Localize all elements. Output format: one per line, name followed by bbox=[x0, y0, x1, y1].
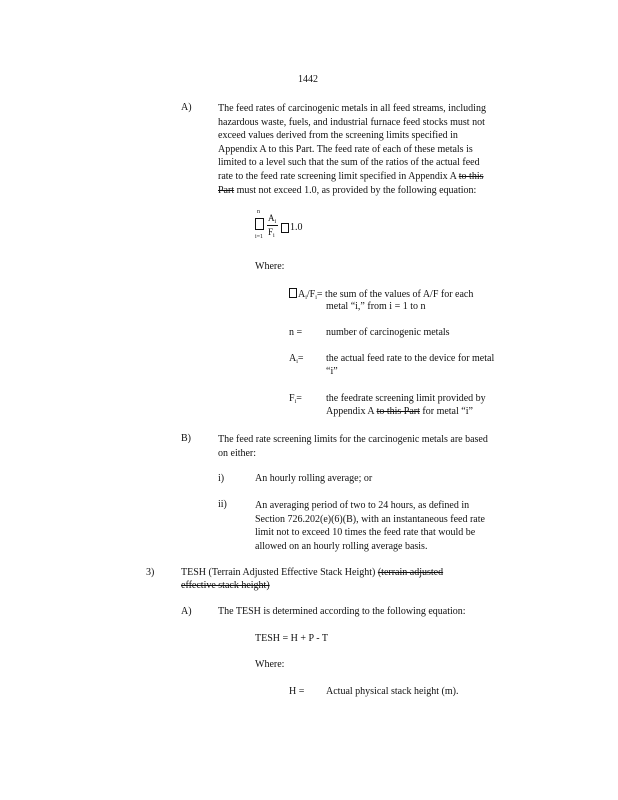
equation-rhs: 1.0 bbox=[290, 222, 303, 233]
definition-sum-term: $A_i/F_i=$ the sum of the values of A/F for each bbox=[289, 288, 473, 301]
item-ii-label: ii) bbox=[218, 499, 227, 510]
fraction-denominator: F bbox=[268, 227, 274, 237]
definition-a-line-1: the actual feed rate to the device for metal bbox=[326, 353, 495, 364]
section-3-label: 3) bbox=[146, 567, 155, 578]
section-b-line-2: on either: bbox=[218, 447, 257, 459]
definition-f-term: $F_i=$ bbox=[289, 393, 302, 405]
sum-symbol-icon bbox=[289, 288, 297, 298]
section-b-paragraph bbox=[218, 433, 538, 460]
definition-sum-line-2: metal “i,” from i = 1 to n bbox=[326, 301, 426, 312]
sum-symbol-icon bbox=[255, 218, 264, 230]
definition-h-term: H = bbox=[289, 686, 305, 697]
item-i-label: i) bbox=[218, 473, 225, 484]
where-label-2: Where: bbox=[255, 659, 285, 670]
struck-text: (terrain adjusted bbox=[377, 567, 444, 578]
section-3-line-1: TESH (Terrain Adjusted Effective Stack Height) (terrain adjusted bbox=[181, 567, 444, 578]
sum-upper-limit: n bbox=[257, 209, 260, 215]
section-3a-text: The TESH is determined according to the following equation: bbox=[218, 606, 466, 617]
fraction-numerator: A bbox=[268, 213, 275, 223]
page-number: 1442 bbox=[298, 74, 318, 85]
item-ii-line-1: An averaging period of two to 24 hours, as defined in bbox=[255, 500, 470, 511]
section-b-label: B) bbox=[181, 433, 191, 444]
definition-f-line-2: Appendix A to this Part for metal “i” bbox=[326, 406, 473, 417]
section-b-line-1: The feed rate screening limits for the carcinogenic metals are based bbox=[218, 434, 488, 445]
section-a-line-6: rate to the feed rate screening limit specified in Appendix A to this bbox=[218, 170, 484, 182]
definition-n-term: n = bbox=[289, 327, 303, 338]
tesh-equation: TESH = H + P - T bbox=[255, 633, 328, 644]
section-a-line-2: hazardous waste, fuels, and industrial furnace feed stocks must not bbox=[218, 116, 485, 128]
struck-text: to this bbox=[458, 170, 484, 182]
section-a-line-7: Part must not exceed 1.0, as provided by the following equation: bbox=[218, 184, 477, 196]
struck-text: to this Part bbox=[376, 406, 420, 417]
definition-f-line-1: the feedrate screening limit provided by bbox=[326, 393, 486, 404]
section-a-line-5: limited to a level such that the sum of the ratios of the actual feed bbox=[218, 157, 480, 169]
definition-a-term: $A_i=$ bbox=[289, 353, 304, 365]
where-label: Where: bbox=[255, 261, 285, 272]
section-3-line-2: effective stack height) bbox=[181, 580, 270, 591]
section-a-line-3: exceed values derived from the screening limits specified in bbox=[218, 130, 458, 142]
item-ii-line-3: limit not to exceed 10 times the feed rate that would be bbox=[255, 527, 476, 539]
fraction-bar bbox=[267, 225, 278, 226]
section-a-line-1: The feed rates of carcinogenic metals in all feed streams, including bbox=[218, 103, 486, 114]
item-i-text: An hourly rolling average; or bbox=[255, 473, 373, 484]
item-ii-paragraph bbox=[255, 499, 530, 553]
section-a-label: A) bbox=[181, 102, 192, 113]
section-3a-label: A) bbox=[181, 606, 192, 617]
document-page: 1442 A) The feed rates of carcinogenic metals in all feed streams, including hazardous waste, fuels, and industrial furnace feed stocks must not exceed values derived from the screening limits specified in Appendix A to this Part. The feed rate of each of these metals is limited to a level such that the sum of the ratios of the actual feed rate to the feed rate screening limit specified in Appendix A to this Part must not exceed 1.0, as provided by the following equation: n i=1 $A_i$ $F_i$ 1.0 Where: $A_i/F_i=$ the sum of the values of A/F for each metal “i,” from i = 1 to n n = number of carcinogenic metals $A_i=$ the actual feed rate to the device for metal “i” $F_i=$ the feedrate screening limit provided by Appendix A to this Part for metal “i” B) The feed rate screening limits for the carcinogenic metals are based on either: i) An hourly rolling average; or ii) An averaging period of two to 24 hours, as defined in Section 726.202(e)(6)(B), with an instantaneous feed rate limit not to exceed 10 times the feed rate that would be allowed on an hourly rolling average basis. 3) TESH (Terrain Adjusted Effective Stack Height) (terrain adjusted effective stack height) A) The TESH is determined according to the following equation: TESH = H + P - T Where: H = Actual physical stack height (m). bbox=[0, 0, 618, 800]
definition-a-line-2: “i” bbox=[326, 366, 338, 377]
less-equal-icon bbox=[281, 223, 289, 233]
sum-lower-limit: i=1 bbox=[255, 234, 264, 240]
struck-text: Part bbox=[218, 184, 235, 196]
definition-n-text: number of carcinogenic metals bbox=[326, 327, 450, 338]
section-a-paragraph bbox=[218, 102, 538, 197]
item-ii-line-4: allowed on an hourly rolling average basis. bbox=[255, 540, 428, 552]
item-ii-line-2: Section 726.202(e)(6)(B), with an instantaneous feed rate bbox=[255, 513, 485, 525]
definition-h-text: Actual physical stack height (m). bbox=[326, 686, 459, 697]
section-a-line-4: Appendix A to this Part. The feed rate of each of these metals is bbox=[218, 143, 473, 155]
